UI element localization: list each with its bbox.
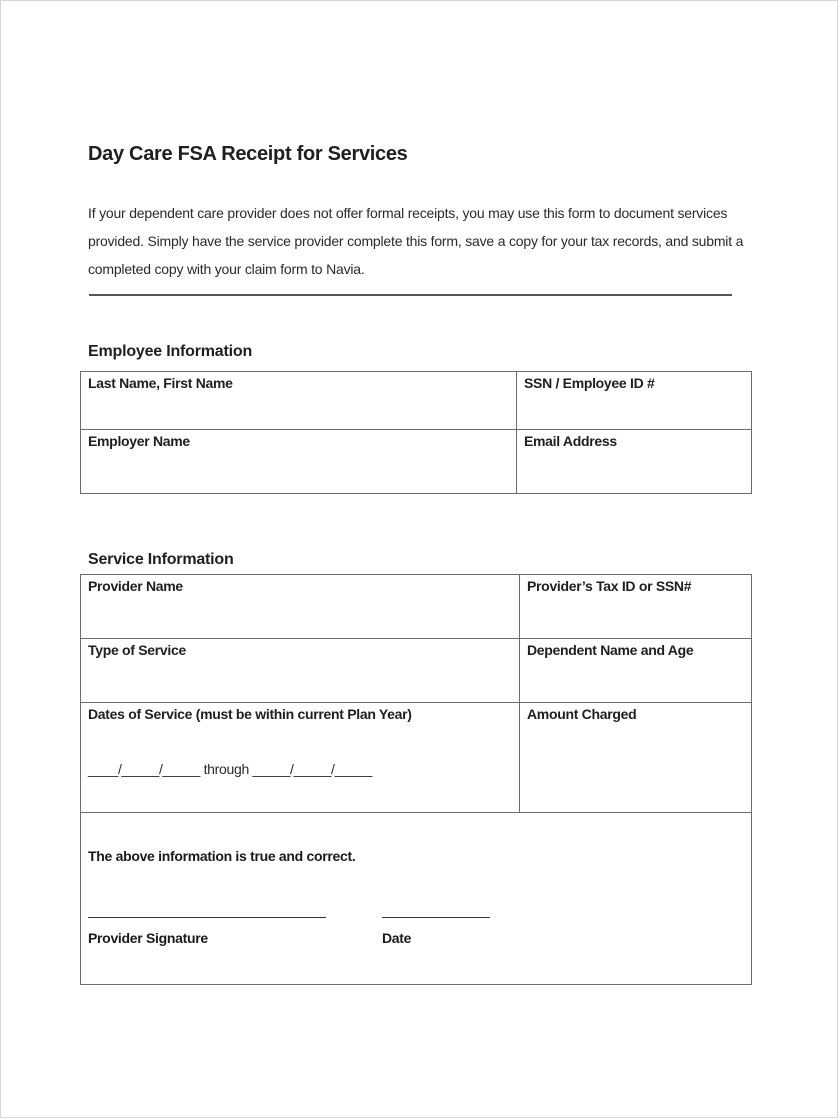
type-of-service-field[interactable]: [81, 639, 520, 703]
dates-blank-line[interactable]: ____/_____/_____ through _____/_____/_____: [88, 761, 373, 777]
dependent-name-age-label: Dependent Name and Age: [527, 642, 694, 658]
employer-name-label: Employer Name: [88, 433, 190, 449]
ssn-employee-id-field[interactable]: [517, 372, 752, 430]
provider-signature-label: Provider Signature: [88, 930, 208, 946]
amount-charged-label: Amount Charged: [527, 706, 637, 722]
divider-rule: [89, 294, 732, 296]
date-line[interactable]: [382, 917, 490, 918]
provider-name-label: Provider Name: [88, 578, 183, 594]
provider-name-field[interactable]: [81, 575, 520, 639]
email-address-field[interactable]: [517, 430, 752, 494]
amount-charged-field[interactable]: [520, 703, 752, 813]
service-info-table: [80, 574, 752, 985]
employee-info-heading: Employee Information: [88, 343, 253, 360]
date-label: Date: [382, 930, 412, 946]
provider-tax-id-label: Provider’s Tax ID or SSN#: [527, 578, 692, 594]
service-info-heading: Service Information: [88, 551, 234, 568]
provider-signature-line[interactable]: [88, 917, 326, 918]
last-first-name-label: Last Name, First Name: [88, 375, 233, 391]
email-address-label: Email Address: [524, 433, 617, 449]
dates-of-service-field[interactable]: [81, 703, 520, 813]
intro-paragraph: If your dependent care provider does not offer formal receipts, you may use this form to document services provided. Simply have the service provider complete this form, save a copy for your tax records, and submit a completed copy with your claim form to Navia.: [88, 205, 744, 277]
type-of-service-label: Type of Service: [88, 642, 186, 658]
attestation-box: [81, 813, 752, 985]
employee-info-table: [80, 371, 752, 494]
provider-tax-id-field[interactable]: [520, 575, 752, 639]
page-title: Day Care FSA Receipt for Services: [88, 143, 408, 165]
dependent-name-age-field[interactable]: [520, 639, 752, 703]
employer-name-field[interactable]: [81, 430, 517, 494]
dates-of-service-label: Dates of Service (must be within current Plan Year): [88, 706, 412, 722]
attestation-statement: The above information is true and correct.: [88, 848, 356, 864]
ssn-employee-id-label: SSN / Employee ID #: [524, 375, 655, 391]
last-first-name-field[interactable]: [81, 372, 517, 430]
